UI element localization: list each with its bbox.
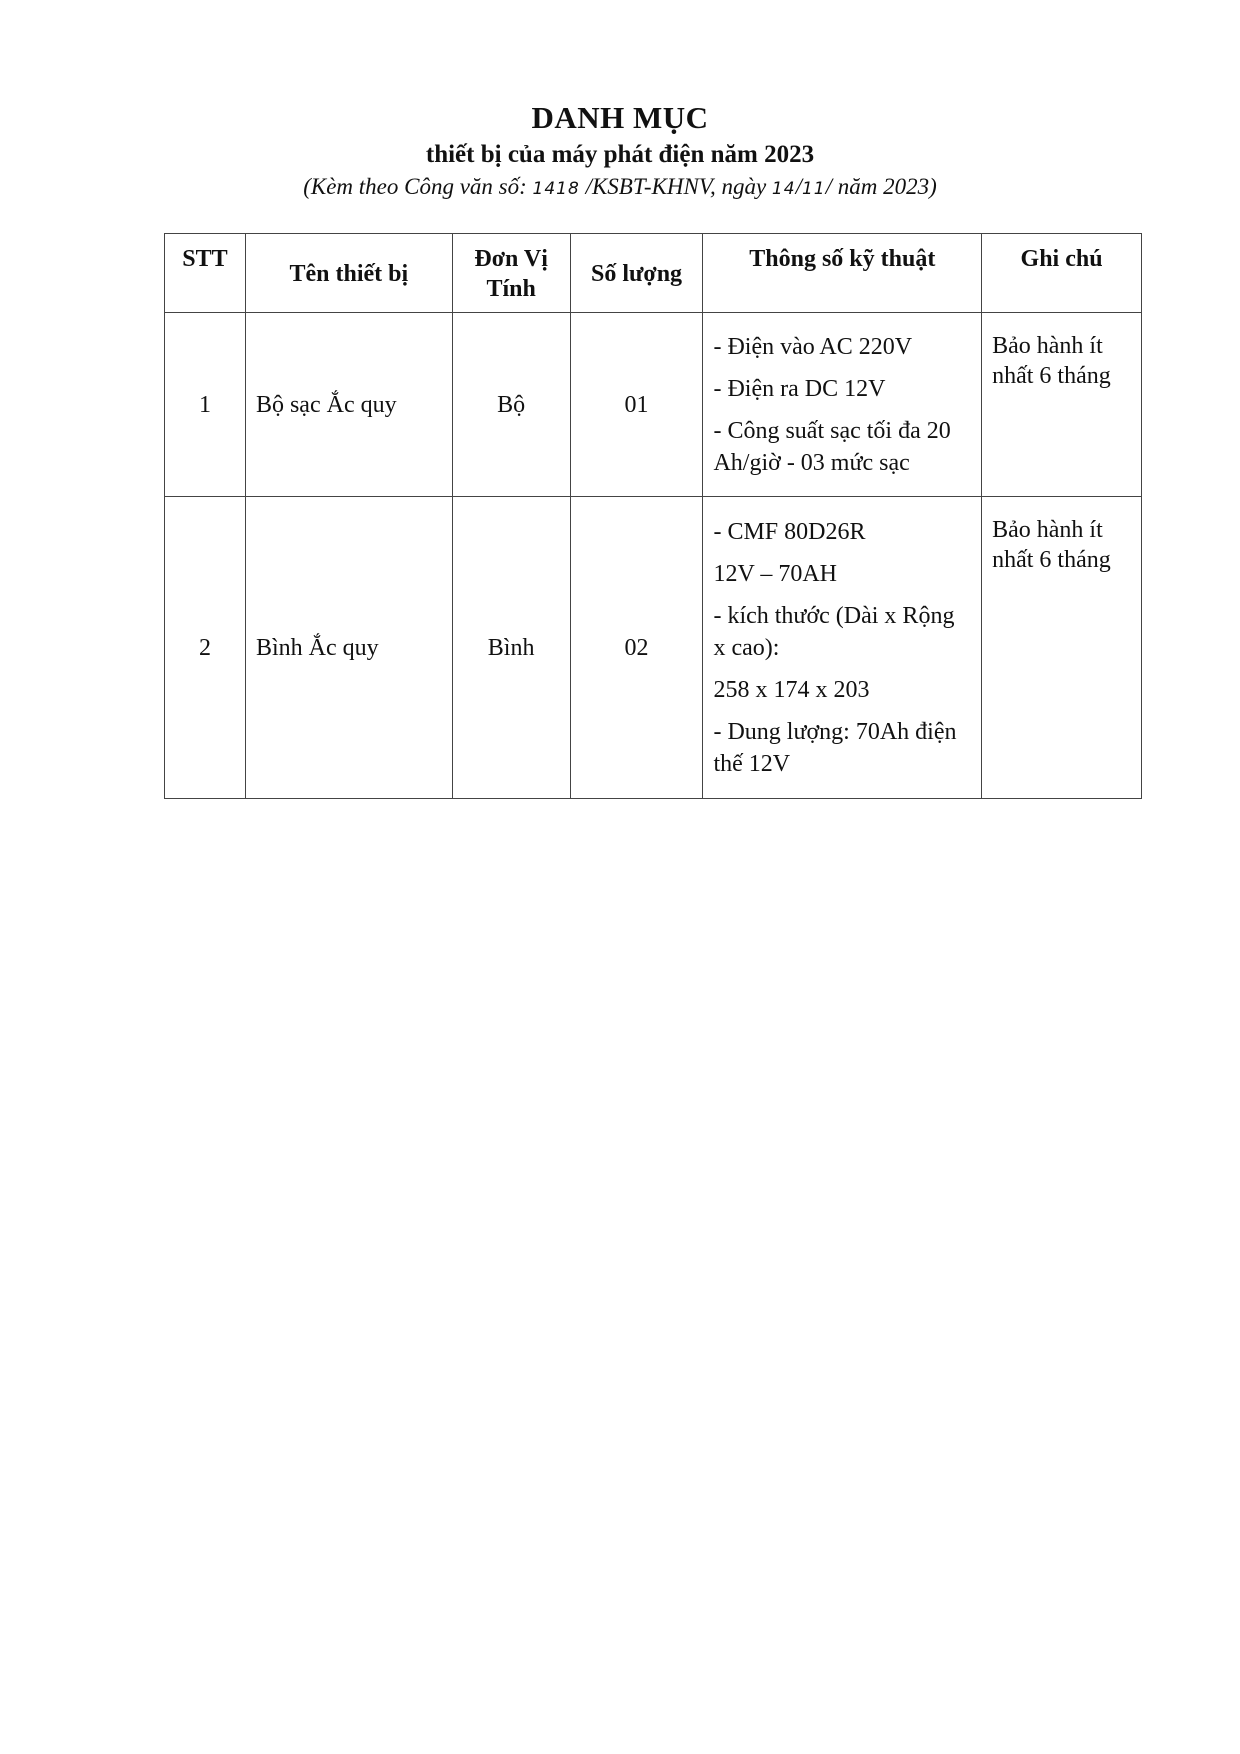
spec-line: - Dung lượng: 70Ah điện thế 12V bbox=[713, 718, 957, 777]
spec-line: - Điện ra DC 12V bbox=[713, 375, 886, 402]
row-note: Bảo hành ít nhất 6 tháng bbox=[982, 313, 1142, 497]
header-note: Ghi chú bbox=[982, 234, 1142, 313]
table-row bbox=[165, 313, 1142, 497]
row-spec bbox=[703, 497, 982, 799]
row-qty: 02 bbox=[570, 497, 703, 799]
header-name: Tên thiết bị bbox=[245, 234, 452, 313]
row-qty: 01 bbox=[570, 313, 703, 497]
row-note: Bảo hành ít nhất 6 tháng bbox=[982, 497, 1142, 799]
spec-line: - Điện vào AC 220V bbox=[713, 333, 913, 360]
ref-month-handwritten: 11 bbox=[801, 179, 826, 199]
spec-line: - CMF 80D26R bbox=[713, 518, 866, 545]
ref-suffix: / năm 2023) bbox=[825, 174, 937, 199]
ref-prefix: (Kèm theo Công văn số: bbox=[303, 174, 533, 199]
equipment-table bbox=[164, 233, 1142, 799]
header-unit-line2: Tính bbox=[486, 276, 536, 302]
row-stt: 1 bbox=[165, 313, 246, 497]
header-qty: Số lượng bbox=[570, 234, 703, 313]
table-row bbox=[165, 497, 1142, 799]
table-header-row bbox=[165, 234, 1142, 313]
header-spec: Thông số kỹ thuật bbox=[703, 234, 982, 313]
header-unit bbox=[452, 234, 570, 313]
document-subtitle: thiết bị của máy phát điện năm 2023 bbox=[425, 141, 815, 168]
document-reference bbox=[0, 174, 1240, 200]
row-unit: Bình bbox=[452, 497, 570, 799]
spec-line: 258 x 174 x 203 bbox=[713, 676, 870, 703]
row-spec bbox=[703, 313, 982, 497]
ref-number-handwritten: 1418 bbox=[532, 179, 580, 199]
spec-line: - Công suất sạc tối đa 20 Ah/giờ - 03 mức sạc bbox=[713, 417, 951, 476]
document-title: DANH MỤC bbox=[531, 100, 709, 135]
ref-sep: / bbox=[795, 174, 802, 199]
header-unit-line1: Đơn Vị bbox=[474, 246, 548, 272]
spec-line: 12V – 70AH bbox=[713, 560, 838, 587]
ref-mid: /KSBT-KHNV, ngày bbox=[579, 174, 772, 199]
header-stt: STT bbox=[165, 234, 246, 313]
spec-line: - kích thước (Dài x Rộng x cao): bbox=[713, 602, 955, 661]
row-unit: Bộ bbox=[452, 313, 570, 497]
row-name: Bộ sạc Ắc quy bbox=[245, 313, 452, 497]
ref-day-handwritten: 14 bbox=[771, 179, 796, 199]
row-name: Bình Ắc quy bbox=[245, 497, 452, 799]
row-stt: 2 bbox=[165, 497, 246, 799]
